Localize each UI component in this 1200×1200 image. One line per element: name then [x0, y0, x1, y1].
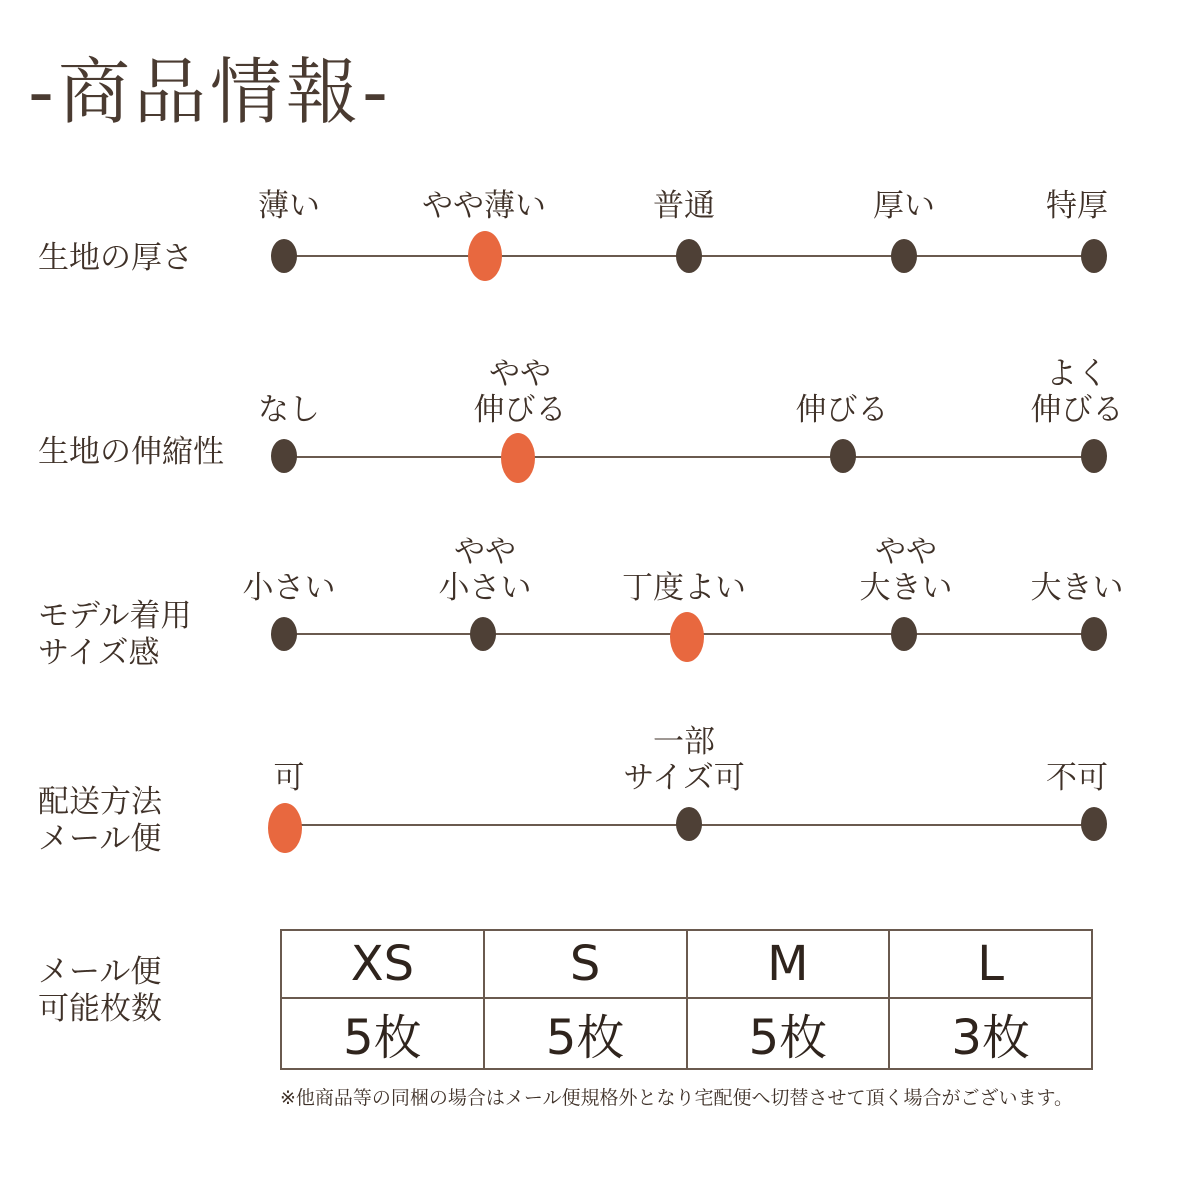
- stretch-dot: [271, 439, 297, 473]
- fit-label: [38, 598, 191, 672]
- thickness-option-label: 厚い: [873, 188, 935, 224]
- thickness-option-label: 特厚: [1046, 188, 1108, 224]
- mail-count-table: [280, 929, 1093, 1070]
- stretch-option-label: よく 伸びる: [1030, 356, 1124, 428]
- stretch-dot: [1081, 439, 1107, 473]
- fit-dot: [271, 617, 297, 651]
- fit-option-label: 小さい: [242, 570, 336, 606]
- thickness-dot: [271, 239, 297, 273]
- thickness-dot: [891, 239, 917, 273]
- footnote: ※他商品等の同梱の場合はメール便規格外となり宅配便へ切替させて頂く場合がございます。: [280, 1087, 1074, 1109]
- count-cell: 5枚: [484, 998, 687, 1069]
- size-cell: S: [484, 930, 687, 998]
- shipping-dot: [676, 807, 702, 841]
- shipping-option-label: 不可: [1046, 760, 1108, 796]
- thickness-label-line: 生地の厚さ: [38, 240, 193, 276]
- table-row: [281, 930, 1092, 998]
- shipping-dot: [1081, 807, 1107, 841]
- count-cell: 5枚: [281, 998, 484, 1069]
- shipping-label-line: 配送方法: [38, 784, 162, 820]
- size-cell: L: [889, 930, 1092, 998]
- stretch-dot-selected: [501, 433, 535, 483]
- mail-count-label: [38, 954, 162, 1028]
- fit-option-label: やや 大きい: [859, 534, 953, 606]
- size-cell: M: [687, 930, 890, 998]
- shipping-option-label: 可: [273, 760, 305, 796]
- mail-count-label-line: 可能枚数: [38, 991, 162, 1027]
- stretch-dot: [830, 439, 856, 473]
- thickness-dot: [676, 239, 702, 273]
- shipping-label: [38, 784, 162, 858]
- stretch-scale-line: [284, 456, 1094, 458]
- count-cell: 3枚: [889, 998, 1092, 1069]
- fit-option-label: 丁度よい: [622, 570, 746, 606]
- count-cell: 5枚: [687, 998, 890, 1069]
- fit-option-label: やや 小さい: [438, 534, 532, 606]
- thickness-dot: [1081, 239, 1107, 273]
- stretch-option-label: やや 伸びる: [473, 356, 567, 428]
- mail-count-label-line: メール便: [38, 954, 162, 990]
- shipping-dot-selected: [268, 803, 302, 853]
- fit-option-label: 大きい: [1030, 570, 1124, 606]
- thickness-option-label: 薄い: [258, 188, 320, 224]
- shipping-label-line: メール便: [38, 821, 162, 857]
- size-cell: XS: [281, 930, 484, 998]
- stretch-option-label: なし: [258, 392, 320, 428]
- fit-dot-selected: [670, 612, 704, 662]
- stretch-label-line: 生地の伸縮性: [38, 434, 224, 470]
- fit-label-line: サイズ感: [38, 635, 160, 671]
- shipping-option-label: 一部 サイズ可: [623, 724, 745, 796]
- thickness-option-label: 普通: [653, 188, 715, 224]
- fit-label-line: モデル着用: [38, 598, 192, 634]
- thickness-label: [38, 240, 193, 277]
- stretch-label: [38, 434, 224, 471]
- stretch-option-label: 伸びる: [795, 392, 889, 428]
- fit-dot: [1081, 617, 1107, 651]
- table-row: [281, 998, 1092, 1069]
- thickness-option-label: やや薄い: [422, 188, 546, 224]
- fit-dot: [891, 617, 917, 651]
- fit-dot: [470, 617, 496, 651]
- thickness-dot-selected: [468, 231, 502, 281]
- page-title: -商品情報-: [28, 50, 392, 134]
